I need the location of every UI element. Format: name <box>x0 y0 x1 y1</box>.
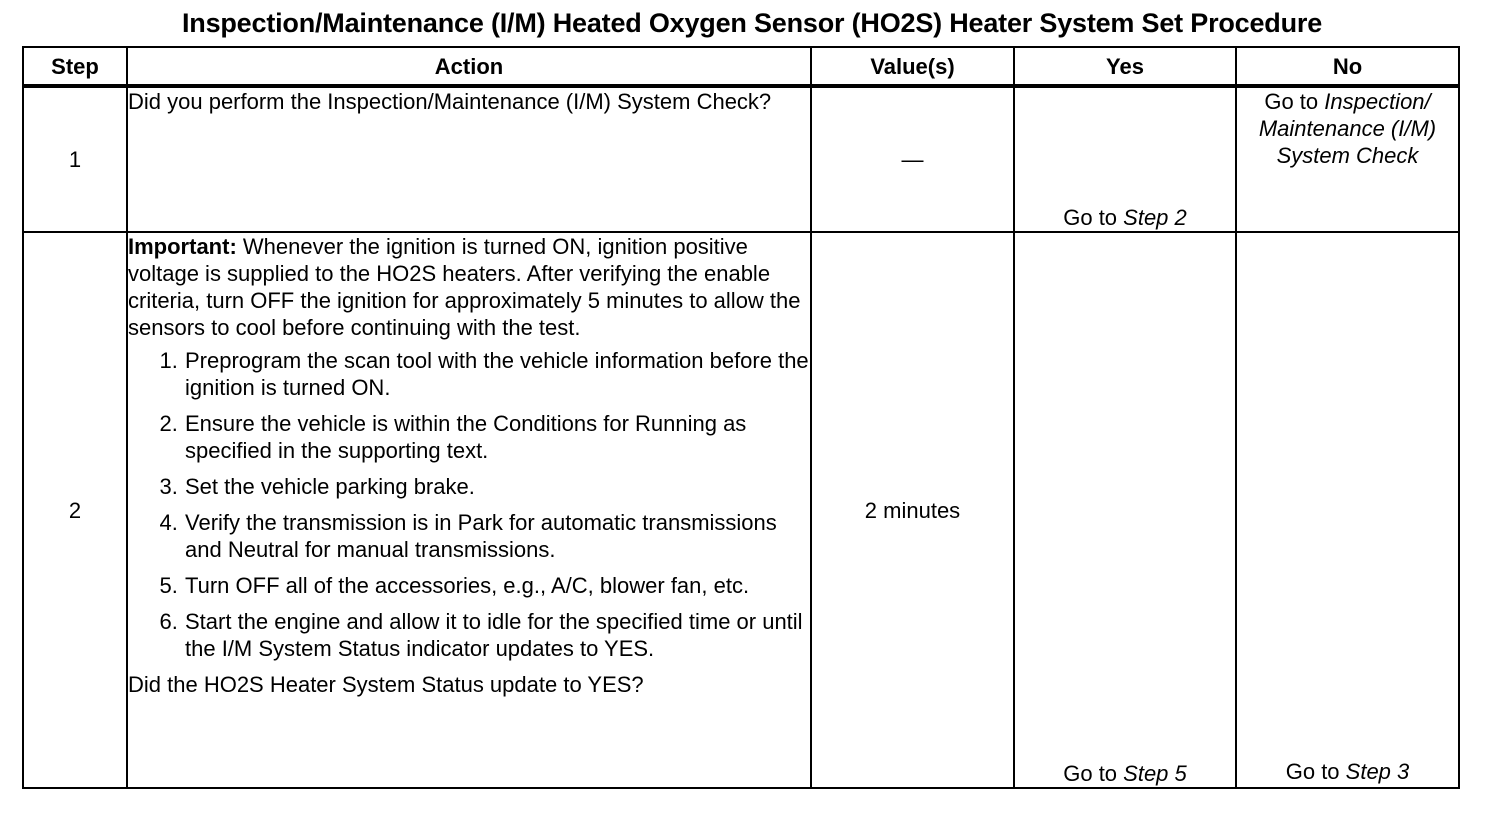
list-item: 6. Start the engine and allow it to idle for the specified time or until the I/M System Status indicator updates to YES. <box>184 608 810 662</box>
action-cell <box>127 232 811 788</box>
action-text: Did you perform the Inspection/Maintenance (I/M) System Check? <box>128 89 772 114</box>
important-text: Whenever the ignition is turned ON, ignition positive voltage is supplied to the HO2S heaters. After verifying the enable criteria, turn OFF the ignition for approximately 5 minutes to allow the sensors to cool before continuing with the test. <box>128 234 801 340</box>
list-item: 5. Turn OFF all of the accessories, e.g., A/C, blower fan, etc. <box>184 572 810 599</box>
no-target-link[interactable]: Step 3 <box>1345 759 1410 784</box>
table-row <box>23 232 1459 788</box>
yes-prefix: Go to <box>1063 205 1124 230</box>
yes-target-link[interactable]: Step 2 <box>1123 205 1187 230</box>
step-number: 2 <box>23 232 127 788</box>
step-number: 1 <box>23 86 127 232</box>
value-cell: — <box>811 86 1014 232</box>
page-title: Inspection/Maintenance (I/M) Heated Oxygen Sensor (HO2S) Heater System Set Procedure <box>181 8 1323 38</box>
important-label: Important: <box>128 234 237 259</box>
action-cell <box>127 86 811 232</box>
list-item: 3. Set the vehicle parking brake. <box>184 473 810 500</box>
yes-target-link[interactable]: Step 5 <box>1123 761 1187 786</box>
yes-cell <box>1014 232 1236 788</box>
column-header-yes: Yes <box>1014 47 1236 86</box>
list-item: 1. Preprogram the scan tool with the vehicle information before the ignition is turned ON. <box>184 347 810 401</box>
column-header-step: Step <box>23 47 127 86</box>
header-row <box>23 47 1459 86</box>
column-header-action: Action <box>127 47 811 86</box>
list-item: 2. Ensure the vehicle is within the Conditions for Running as specified in the supporting text. <box>184 410 810 464</box>
yes-prefix: Go to <box>1063 761 1124 786</box>
procedure-steps-list <box>128 347 810 662</box>
column-header-no: No <box>1236 47 1459 86</box>
no-cell <box>1236 86 1459 232</box>
procedure-table <box>22 46 1460 789</box>
value-cell: 2 minutes <box>811 232 1014 788</box>
important-note <box>128 233 810 341</box>
table-row <box>23 86 1459 232</box>
no-cell <box>1236 232 1459 788</box>
action-question: Did the HO2S Heater System Status update to YES? <box>128 672 644 697</box>
column-header-values: Value(s) <box>811 47 1014 86</box>
yes-cell <box>1014 86 1236 232</box>
no-target-link[interactable]: Inspection/ Maintenance (I/M) System Check <box>1258 89 1437 168</box>
no-prefix: Go to <box>1285 759 1346 784</box>
no-prefix: Go to <box>1264 89 1325 114</box>
list-item: 4. Verify the transmission is in Park for automatic transmissions and Neutral for manual transmissions. <box>184 509 810 563</box>
